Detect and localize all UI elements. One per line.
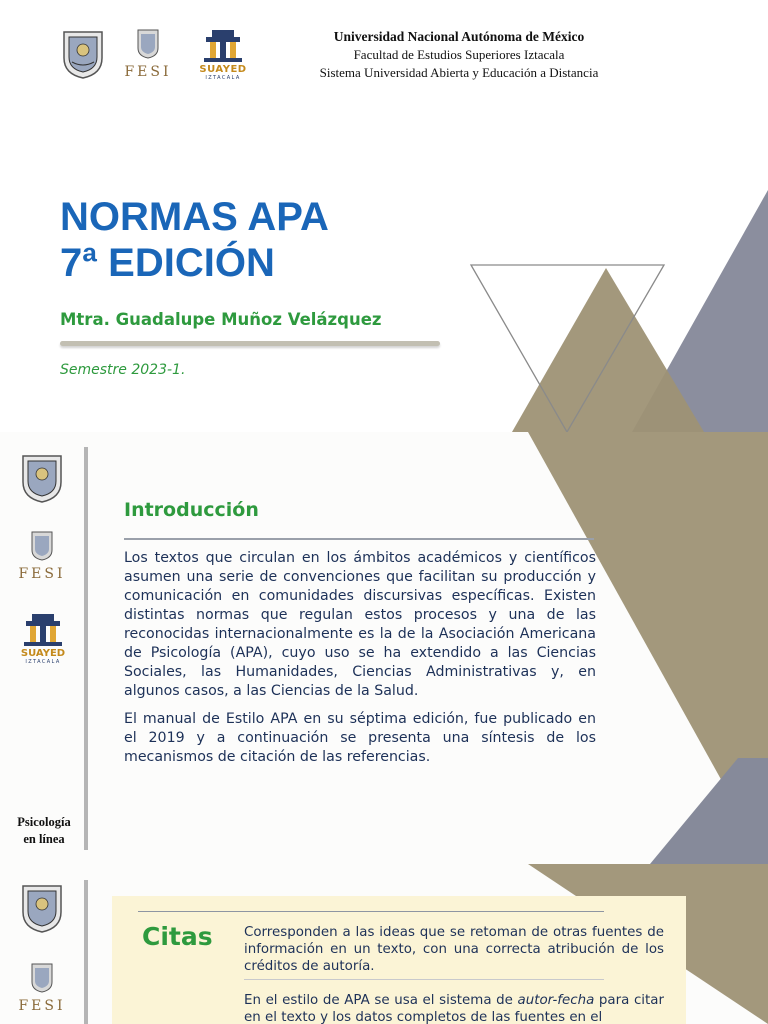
psicologia-caption	[4, 814, 84, 848]
unam-seal-logo	[60, 28, 106, 80]
faculty-name: Facultad de Estudios Superiores Iztacala	[353, 47, 565, 62]
cover-title	[60, 194, 329, 286]
side-fesi-text: FESI	[18, 566, 66, 582]
caption-line1: Psicología	[17, 815, 71, 829]
caption-line2: en línea	[23, 832, 65, 846]
citas-heading: Citas	[142, 922, 213, 951]
citas-slide	[0, 864, 768, 1024]
citas-top-rule	[138, 911, 604, 912]
citas-fesi-text: FESI	[18, 998, 66, 1014]
university-name: Universidad Nacional Autónoma de México	[333, 29, 585, 44]
side-suayed-logo	[10, 612, 76, 664]
introduction-slide	[0, 432, 768, 864]
side-unam-logo	[19, 452, 65, 504]
side-divider	[84, 447, 88, 850]
fesi-logo-text: FESI	[124, 64, 172, 80]
author-underline	[60, 341, 440, 346]
khaki-triangle	[512, 268, 704, 432]
system-name: Sistema Universidad Abierta y Educación a Distancia	[319, 65, 599, 80]
fesi-logo	[120, 28, 176, 80]
author-name: Mtra. Guadalupe Muñoz Velázquez	[60, 310, 382, 329]
intro-paragraph-1: Los textos que circulan en los ámbitos académicos y científicos asumen una serie de convenciones que facilitan su producción y comunicación en comunidades discursivas específicas. Existen distintas normas que regulan estos procesos y una de las reconocidas internacionalmente es la de la Asociación Americana de Psicología (APA), cuyo uso se ha extendido a las Ciencias Sociales, las Humanidades, Ciencias Administrativas y, en algunos casos, a las Ciencias de la Salud.	[124, 550, 596, 699]
cover-title-line1: NORMAS APA	[60, 195, 329, 239]
citas-definition: Corresponden a las ideas que se retoman de otras fuentes de información en un texto, con una correcta atribución de los créditos de autoría.	[244, 925, 664, 974]
intro-heading: Introducción	[124, 499, 259, 521]
citas-side-divider	[84, 880, 88, 1024]
citas-fesi-logo	[14, 962, 70, 1014]
institution-header	[236, 28, 682, 82]
intro-paragraph-2: El manual de Estilo APA en su séptima edición, fue publicado en el 2019 y a continuación se presenta una síntesis de los mecanismos de citación de las referencias.	[124, 711, 596, 765]
side-suayed-text: SUAYED	[20, 648, 66, 659]
side-suayed-subtext: IZTACALA	[25, 659, 61, 664]
side-fesi-logo	[14, 530, 70, 582]
citas-unam-logo	[19, 882, 65, 934]
semester-label: Semestre 2023-1.	[60, 362, 186, 378]
slate-corner-triangle	[650, 758, 768, 864]
citas-mid-rule	[244, 979, 604, 980]
citas-style-after: para citar en el texto y los datos completos de las fuentes en el	[244, 993, 664, 1024]
suayed-logo-subtext: IZTACALA	[205, 75, 241, 80]
citas-style-text	[244, 992, 664, 1024]
intro-underline	[124, 538, 594, 540]
citas-style-before: En el estilo de APA se usa el sistema de	[244, 993, 518, 1008]
suayed-logo-text: SUAYED	[199, 64, 247, 75]
cover-slide	[0, 0, 768, 432]
citas-style-emphasis: autor-fecha	[517, 993, 595, 1008]
cover-title-line2: 7ª EDICIÓN	[60, 241, 275, 285]
